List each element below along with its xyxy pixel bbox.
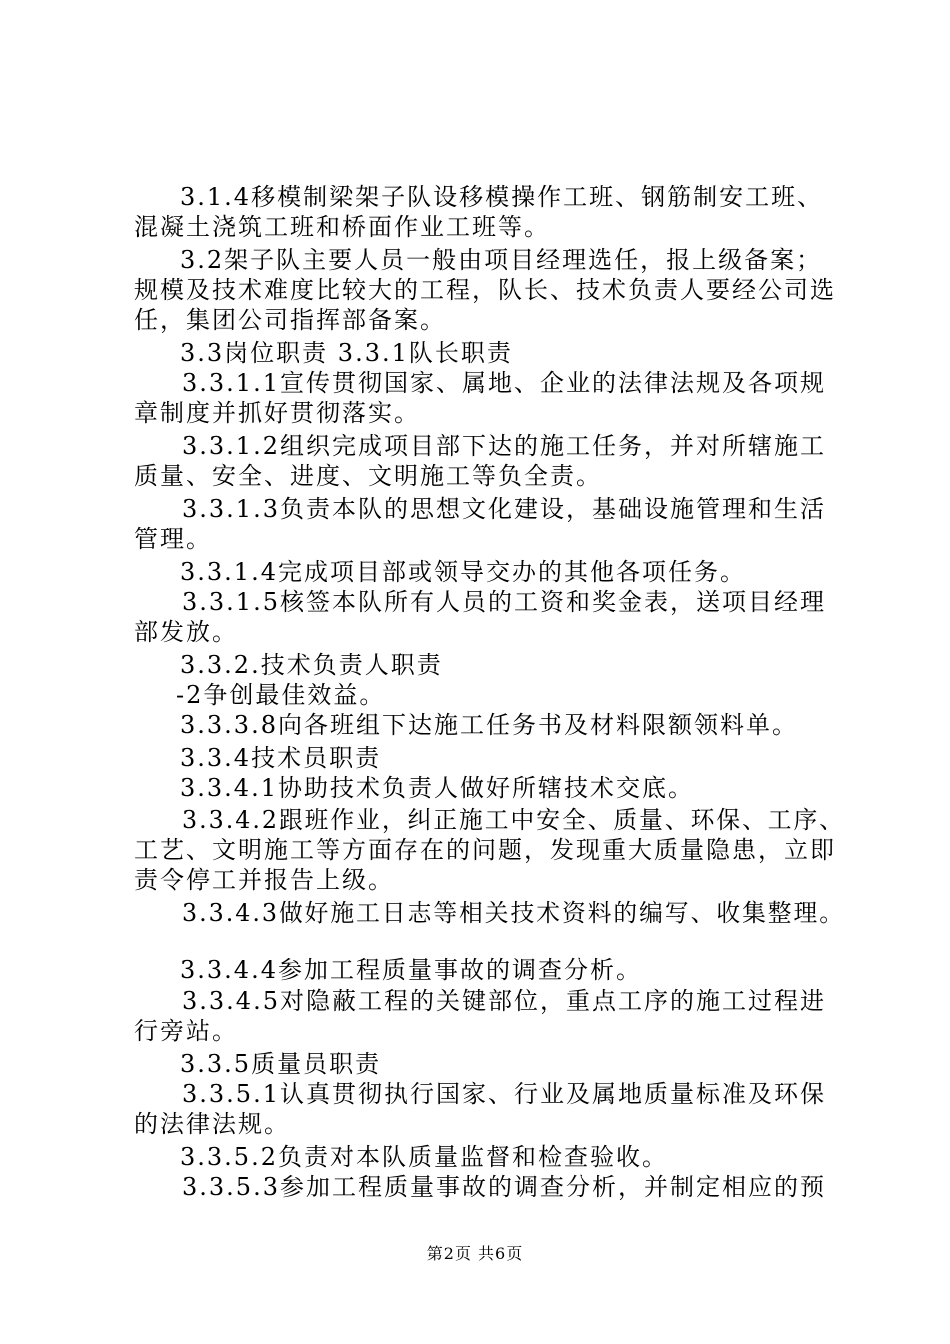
text-line: 任，集团公司指挥部备案。: [134, 306, 446, 334]
text-line: 质量、安全、进度、文明施工等负全责。: [134, 462, 602, 490]
text-line: 规模及技术难度比较大的工程，队长、技术负责人要经公司选: [134, 276, 836, 304]
text-line: 3.3.4.5对隐蔽工程的关键部位，重点工序的施工过程进: [182, 987, 826, 1015]
text-line: 3.3.1.1宣传贯彻国家、属地、企业的法律法规及各项规: [182, 369, 826, 397]
text-line: 3.3.4.1协助技术负责人做好所辖技术交底。: [180, 774, 694, 802]
text-line: 工艺、文明施工等方面存在的问题，发现重大质量隐患，立即: [134, 836, 836, 864]
text-line: 3.1.4移模制梁架子队设移模操作工班、钢筋制安工班、: [180, 183, 824, 211]
text-line: 3.3.4.4参加工程质量事故的调查分析。: [180, 956, 642, 984]
text-line: 3.3.3.8向各班组下达施工任务书及材料限额领料单。: [180, 711, 798, 739]
text-line: 行旁站。: [134, 1017, 238, 1045]
text-line: 3.3.5.3参加工程质量事故的调查分析，并制定相应的预: [182, 1173, 826, 1201]
text-line: 3.3.1.2组织完成项目部下达的施工任务，并对所辖施工: [182, 432, 826, 460]
text-line: 3.3.1.3负责本队的思想文化建设，基础设施管理和生活: [182, 495, 826, 523]
section-heading: 3.3.5质量员职责: [180, 1050, 382, 1078]
text-line: 管理。: [134, 525, 212, 553]
text-line: 章制度并抓好贯彻落实。: [134, 399, 420, 427]
section-heading: 3.3岗位职责 3.3.1队长职责: [180, 339, 513, 367]
text-line: 混凝土浇筑工班和桥面作业工班等。: [134, 213, 550, 241]
text-line: 的法律法规。: [134, 1110, 290, 1138]
section-heading: 3.3.4技术员职责: [180, 744, 382, 772]
text-line: 3.2架子队主要人员一般由项目经理选任，报上级备案；: [180, 246, 823, 274]
text-line: 责令停工并报告上级。: [134, 866, 394, 894]
text-line: 3.3.5.2负责对本队质量监督和检查验收。: [180, 1143, 668, 1171]
text-line: 3.3.1.4完成项目部或领导交办的其他各项任务。: [180, 558, 746, 586]
text-line: 3.3.4.3做好施工日志等相关技术资料的编写、收集整理。: [182, 899, 846, 927]
section-heading: 3.3.2.技术负责人职责: [180, 651, 443, 679]
text-line: 3.3.1.5核签本队所有人员的工资和奖金表，送项目经理: [182, 588, 826, 616]
text-line: 部发放。: [134, 618, 238, 646]
text-line: 3.3.4.2跟班作业，纠正施工中安全、质量、环保、工序、: [182, 806, 846, 834]
text-line: 3.3.5.1认真贯彻执行国家、行业及属地质量标准及环保: [182, 1080, 826, 1108]
text-line: -2争创最佳效益。: [176, 681, 386, 709]
page-number-footer: 第2页 共6页: [426, 1244, 524, 1263]
